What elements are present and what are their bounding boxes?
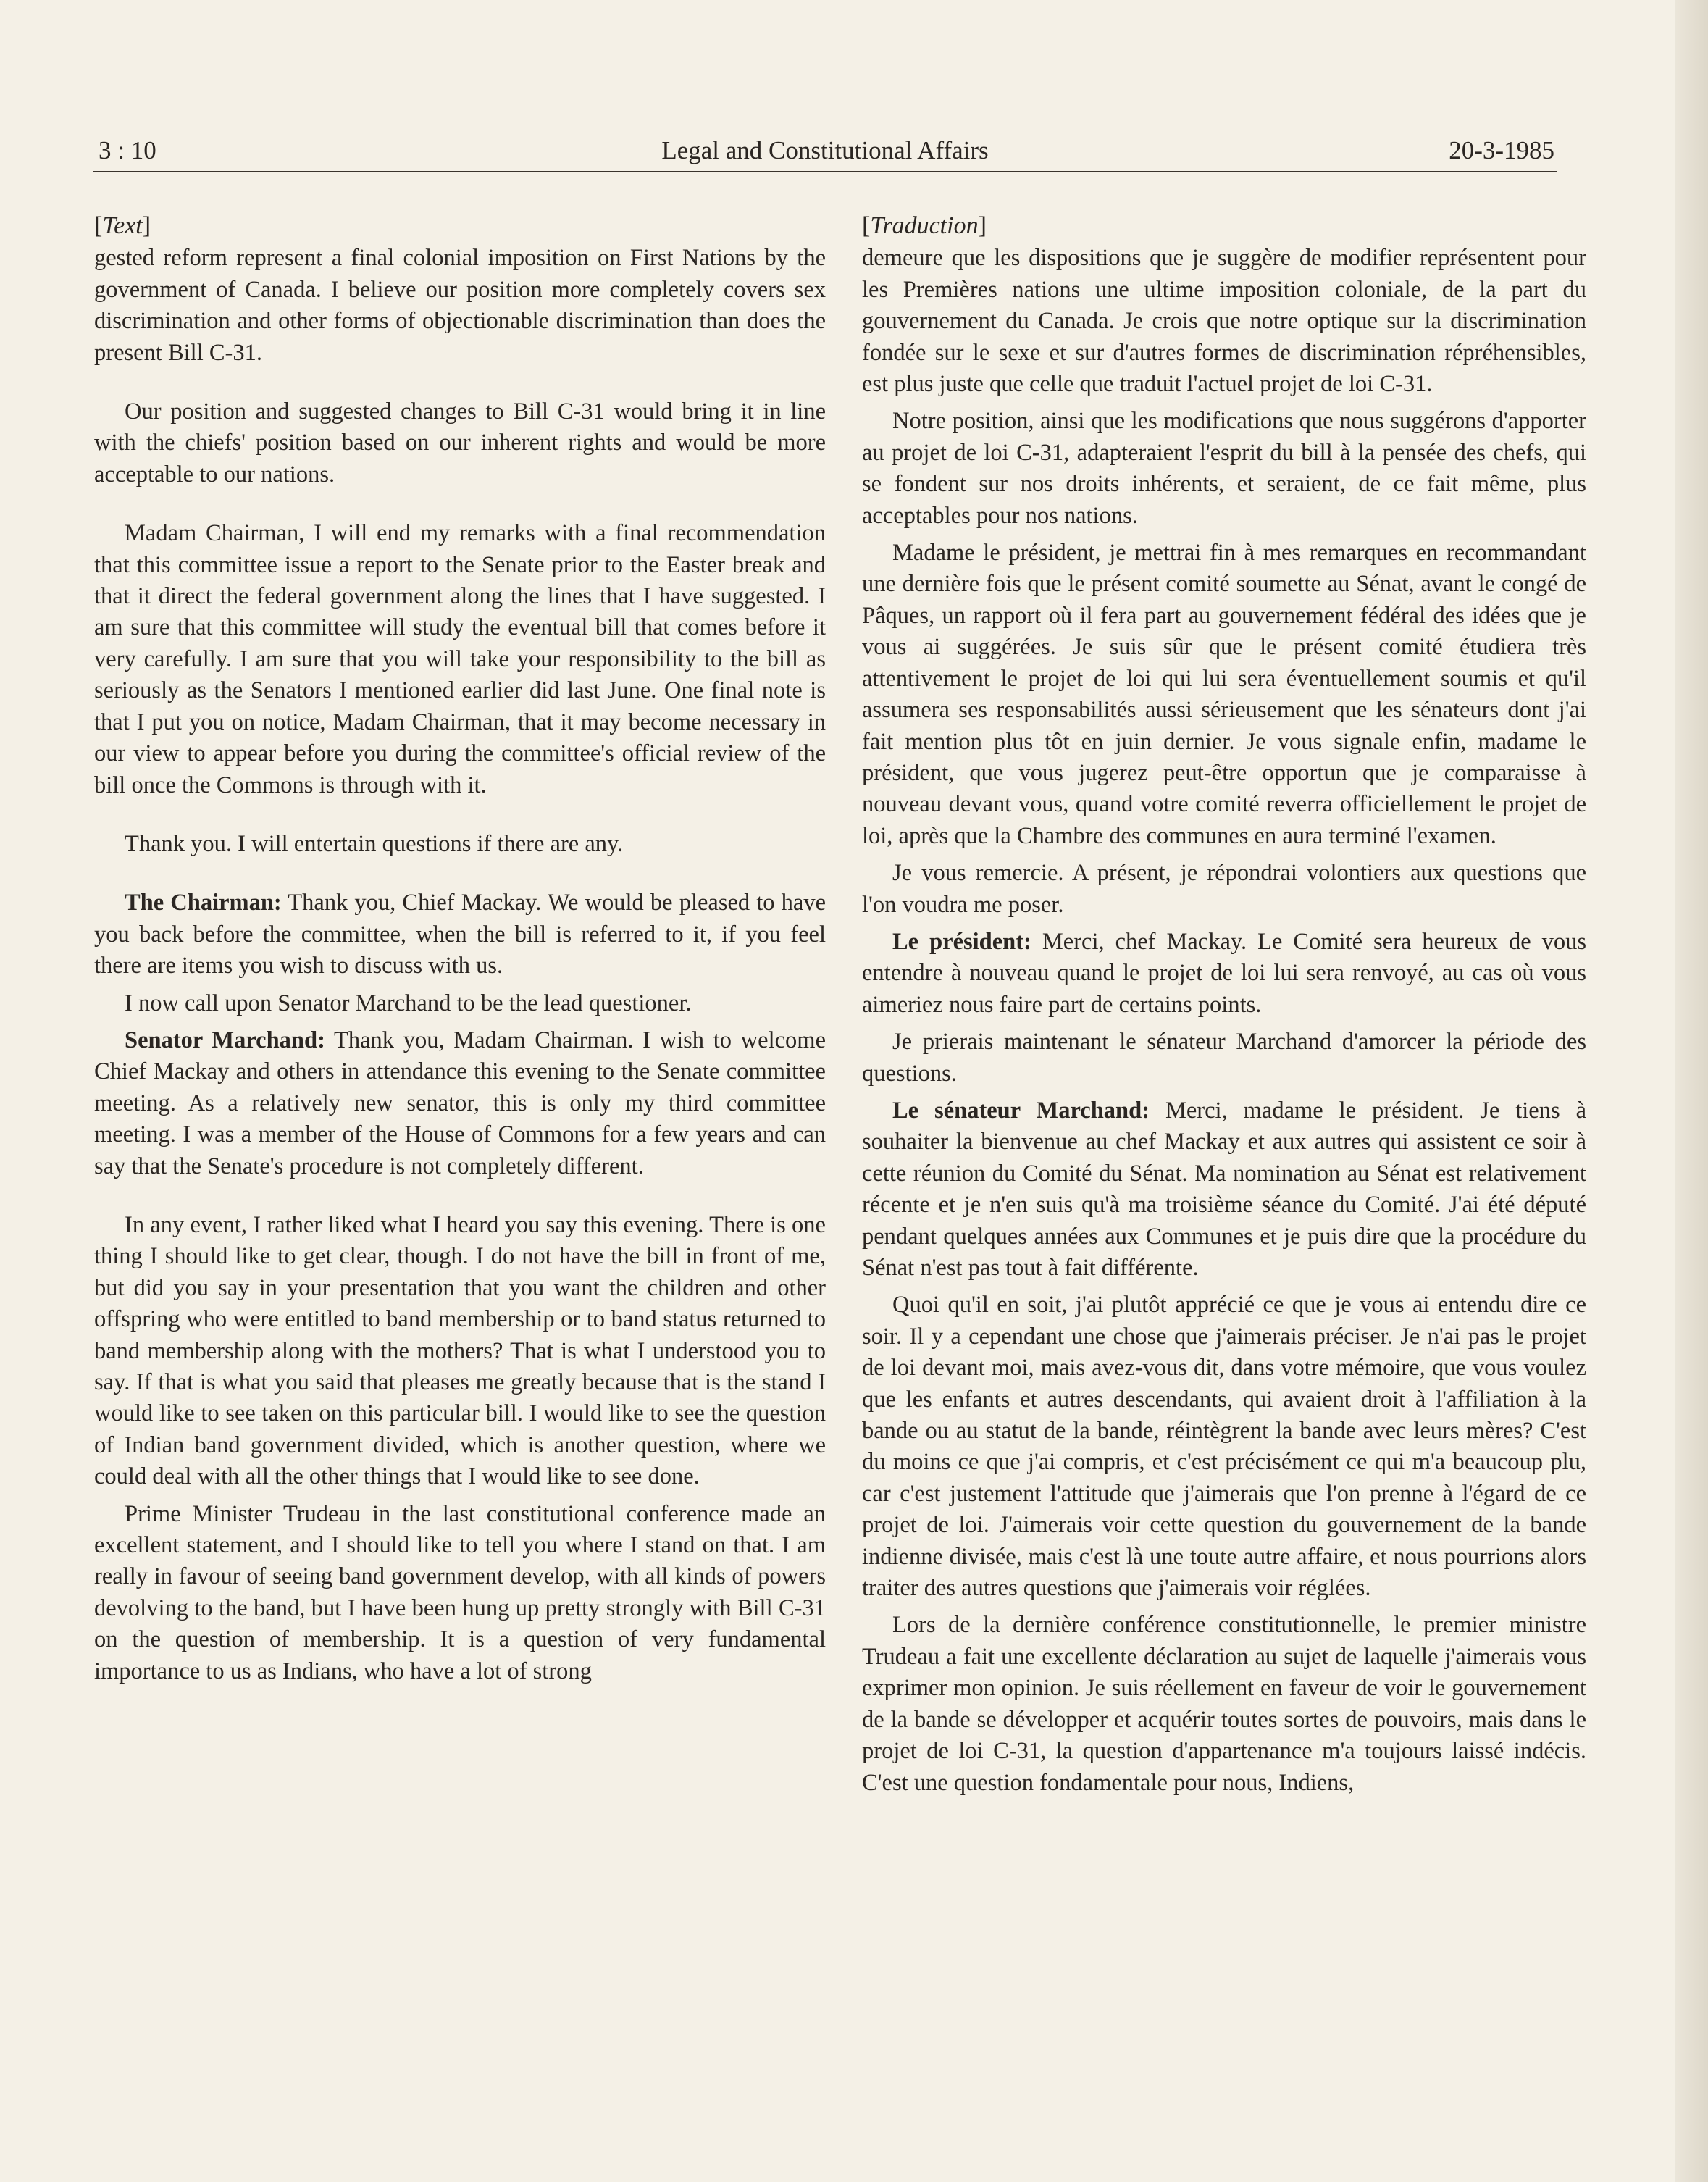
- french-column: [862, 210, 1586, 1799]
- speaker-name: The Chairman:: [125, 890, 282, 916]
- speaker-paragraph: [862, 927, 1586, 1021]
- paragraph: I now call upon Senator Marchand to be the lead questioner.: [125, 990, 692, 1016]
- paragraph: Notre position, ainsi que les modifications que nous suggérons d'apporter au projet de loi C-31, adapteraient l'esprit du bill à la pensée des chefs, qui se fondent sur nos droits inhérents, et seraient, de ce fait même, plus acceptables pour nos nations.: [862, 408, 1586, 529]
- speaker-paragraph: [862, 1095, 1586, 1284]
- english-column: [94, 210, 826, 1687]
- paragraph: Quoi qu'il en soit, j'ai plutôt apprécié ce que je vous ai entendu dire ce soir. Il y a cependant une chose que j'aimerais préciser. Je n'ai pas le projet de loi devant moi, mais avez-vous dit, dans votre mémoire, que vous voulez que les enfants et autres descendants, qui avaient droit à l'affiliation à la bande ou au statut de la bande, réintègrent la bande avec leurs mères? C'est du moins ce que j'ai compris, et c'est précisément ce qui m'a beaucoup plu, car c'est justement l'attitude que j'aimerais que l'on prenne à l'égard de ce projet de loi. J'aimerais voir cette question du gouvernement de la bande indienne divisée, mais c'est là une toute autre affaire, et nous pourrions alors traiter des autres questions que j'aimerais voir réglées.: [862, 1292, 1586, 1602]
- header-page-number: 3 : 10: [99, 136, 156, 164]
- paragraph: In any event, I rather liked what I heard you say this evening. There is one thing I should like to get clear, though. I do not have the bill in front of me, but did you say in your presentation that you want the children and other offspring who were entitled to band membership or to band status returned to band membership along with the mothers? That is what I understood you to say. If that is what you said that pleases me greatly because that is the stand I would like to see taken on this particular bill. I would like to see the question of Indian band government divided, which is another question, where we could deal with all the other things that I would like to see done.: [94, 1211, 826, 1490]
- traduction-tag-label: Traduction: [870, 212, 979, 239]
- speaker-paragraph: [94, 887, 826, 982]
- paragraph: Madam Chairman, I will end my remarks with a final recommendation that this committee issue a report to the Senate prior to the Easter break and that it direct the federal government along the lines that I have suggested. I am sure that this committee will study the eventual bill that comes before it very carefully. I am sure that you will take your responsibility to the bill as seriously as the Senators I mentioned earlier did last June. One final note is that I put you on notice, Madam Chairman, that it may become necessary in our view to appear before you during the committee's official review of the bill once the Commons is through with it.: [94, 520, 826, 798]
- paragraph: Je prierais maintenant le sénateur Marchand d'amorcer la période des questions.: [862, 1029, 1586, 1087]
- paragraph: Je vous remercie. A présent, je répondrai volontiers aux questions que l'on voudra me poser.: [862, 860, 1586, 918]
- paragraph: Lors de la dernière conférence constitutionnelle, le premier ministre Trudeau a fait une excellente déclaration au sujet de laquelle j'aimerais vous exprimer mon opinion. Je suis réellement en faveur de voir le gouvernement de la bande se développer et acquérir toutes sortes de pouvoirs, mais dans le projet de loi C-31, la question d'appartenance m'a toujours laissé indécis. C'est une question fondamentale pour nous, Indiens,: [862, 1612, 1586, 1796]
- text-tag: [Text]: [94, 212, 151, 239]
- traduction-tag: [Traduction]: [862, 212, 987, 239]
- paragraph: demeure que les dispositions que je suggère de modifier représentent pour les Premières nations une ultime imposition coloniale, de la part du gouvernement du Canada. Je crois que notre optique sur la discrimination fondée sur le sexe et sur d'autres formes de discrimination répréhensibles, est plus juste que celle que traduit l'actuel projet de loi C-31.: [862, 245, 1586, 398]
- speaker-text: Merci, madame le président. Je tiens à souhaiter la bienvenue au chef Mackay et aux autres qui assistent ce soir à cette réunion du Comité du Sénat. Ma nomination au Sénat est relativement récente et je n'en suis qu'à ma troisième séance du Comité. J'ai été député pendant quelques années aux Communes et je puis dire que la procédure du Sénat n'est pas tout à fait différente.: [862, 1097, 1586, 1281]
- speaker-text: Thank you, Chief Mackay. We would be pleased to have you back before the committee, when the bill is referred to it, if you feel there are items you wish to discuss with us.: [94, 890, 826, 979]
- speaker-text: Merci, chef Mackay. Le Comité sera heureux de vous entendre à nouveau quand le projet de loi lui sera renvoyé, au cas où vous aimeriez nous faire part de certains points.: [862, 928, 1586, 1018]
- text-tag-label: Text: [102, 212, 143, 239]
- speaker-paragraph: [94, 1025, 826, 1182]
- header-title: Legal and Constitutional Affairs: [661, 136, 989, 164]
- speaker-name: Senator Marchand:: [125, 1027, 325, 1053]
- page-edge: [1675, 0, 1708, 2182]
- page-header: [93, 135, 1557, 172]
- paragraph: Our position and suggested changes to Bill C-31 would bring it in line with the chiefs' position based on our inherent rights and would be more acceptable to our nations.: [94, 398, 826, 488]
- paragraph: gested reform represent a final colonial imposition on First Nations by the government of Canada. I believe our position more completely covers sex discrimination and other forms of objectionable discrimination than does the present Bill C-31.: [94, 245, 826, 366]
- paragraph: Madame le président, je mettrai fin à mes remarques en recommandant une dernière fois que le présent comité soumette au Sénat, avant le congé de Pâques, un rapport où il fera part au gouvernement fédéral des idées que je vous ai suggérées. Je suis sûr que le présent comité étudiera très attentivement le projet de loi qui lui sera éventuellement soumis et qu'il assumera ses responsabilités aussi sérieusement que les sénateurs dont j'ai fait mention plus tôt en juin dernier. Je vous signale enfin, madame le président, que vous jugerez peut-être opportun que je comparaisse à nouveau devant vous, quand votre comité reverra officiellement le projet de loi, après que la Chambre des communes en aura terminé l'examen.: [862, 540, 1586, 849]
- paragraph: Prime Minister Trudeau in the last constitutional conference made an excellent statement, and I should like to tell you where I stand on that. I am really in favour of seeing band government develop, with all kinds of powers devolving to the band, but I have been hung up pretty strongly with Bill C-31 on the question of membership. It is a question of very fundamental importance to us as Indians, who have a lot of strong: [94, 1500, 826, 1684]
- speaker-name: Le président:: [892, 928, 1031, 955]
- speaker-text: Thank you, Madam Chairman. I wish to welcome Chief Mackay and others in attendance this evening to the Senate committee meeting. As a relatively new senator, this is only my third committee meeting. I was a member of the House of Commons for a few years and can say that the Senate's procedure is not completely different.: [94, 1027, 826, 1179]
- header-date: 20-3-1985: [1449, 136, 1554, 164]
- speaker-name: Le sénateur Marchand:: [892, 1097, 1150, 1124]
- paragraph: Thank you. I will entertain questions if there are any.: [125, 830, 624, 857]
